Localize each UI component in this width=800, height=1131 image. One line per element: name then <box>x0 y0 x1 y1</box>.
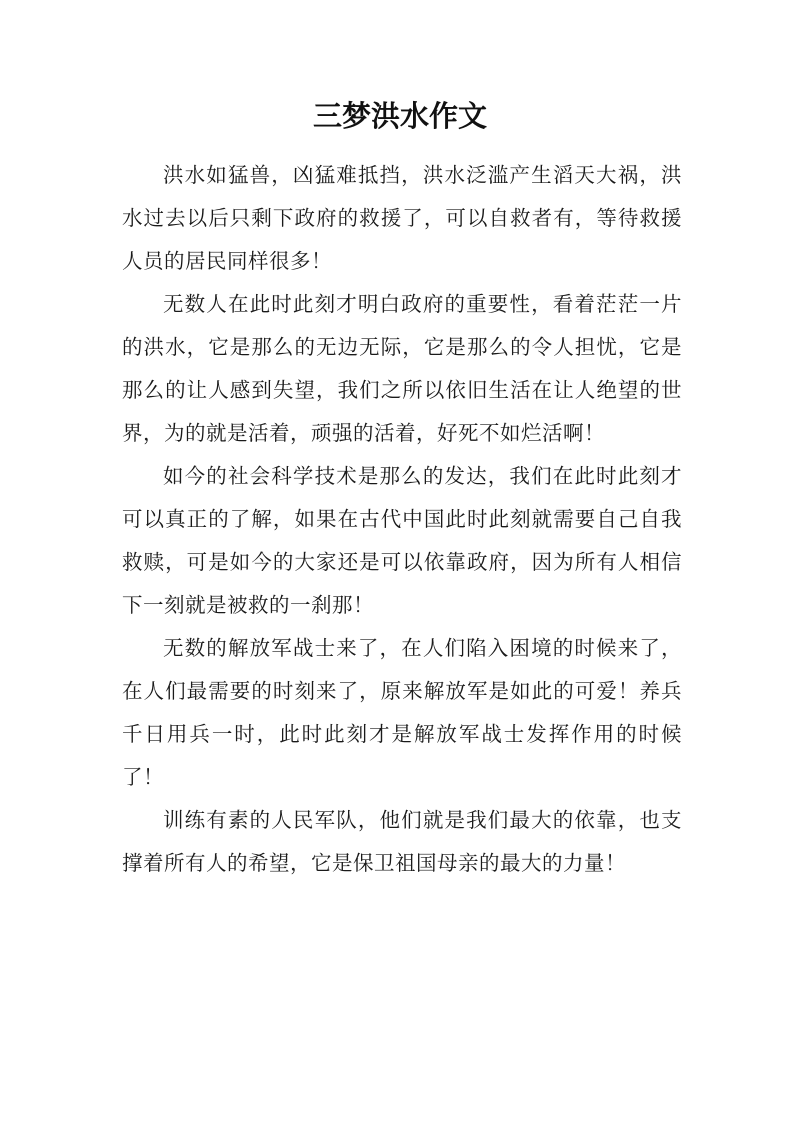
paragraph-3: 如今的社会科学技术是那么的发达，我们在此时此刻才可以真正的了解，如果在古代中国此时此刻就需要自己自我救赎，可是如今的大家还是可以依靠政府，因为所有人相信下一刻就是被救的一刹那！ <box>122 464 682 617</box>
paragraph-2: 无数人在此时此刻才明白政府的重要性，看着茫茫一片的洪水，它是那么的无边无际，它是那么的令人担忧，它是那么的让人感到失望，我们之所以依旧生活在让人绝望的世界，为的就是活着，顽强的活着，好死不如烂活啊！ <box>122 292 682 445</box>
paragraph-5: 训练有素的人民军队，他们就是我们最大的依靠，也支撑着所有人的希望，它是保卫祖国母亲的最大的力量！ <box>122 808 682 875</box>
paragraph-4: 无数的解放军战士来了，在人们陷入困境的时候来了，在人们最需要的时刻来了，原来解放军是如此的可爱！养兵千日用兵一时，此时此刻才是解放军战士发挥作用的时候了！ <box>122 636 682 789</box>
document-body <box>122 154 682 885</box>
paragraph-1: 洪水如猛兽，凶猛难抵挡，洪水泛滥产生滔天大祸，洪水过去以后只剩下政府的救援了，可以自救者有，等待救援人员的居民同样很多！ <box>122 163 682 273</box>
document-title: 三梦洪水作文 <box>312 99 487 133</box>
